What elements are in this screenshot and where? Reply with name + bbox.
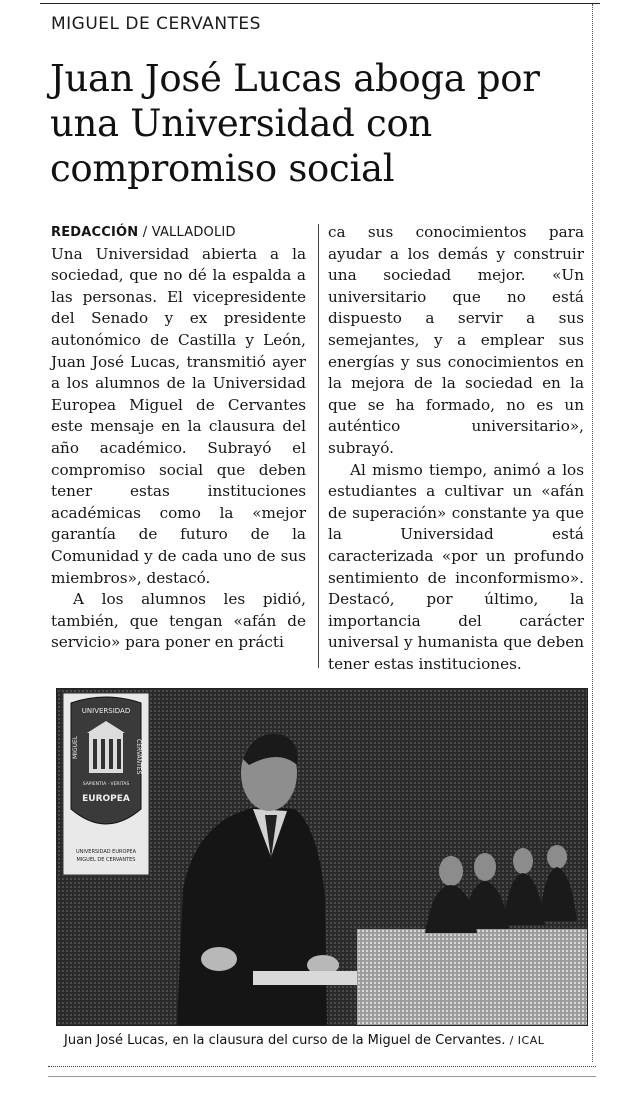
lectern-papers (253, 971, 373, 985)
byline (51, 222, 306, 244)
paragraph-2-end: ca sus conocimientos para ayudar a los demás y construir una sociedad mejor. «Un universitario que no está dispuesto a servir a sus semejantes, y a emplear sus energías y sus conocimientos en la mejora de la sociedad en la que se ha formado, no es un auténtico universitario», subrayó. (328, 223, 584, 457)
paragraph-1: Una Universidad abierta a la sociedad, que no dé la espalda a las personas. El vicepresidente del Senado y ex presidente autonómico de Castilla y León, Juan José Lucas, transmitió ayer a los alumnos de la Universidad Europea Miguel de Cervantes este mensaje en la clausura del año académico. Subrayó el compromiso social que deben tener estas instituciones académicas como la «mejor garantía de futuro de la Comunidad y de cada uno de sus miembros», destacó. (51, 244, 306, 587)
byline-location: VALLADOLID (151, 225, 236, 240)
photo-credit: / ICAL (509, 1034, 545, 1047)
university-banner (63, 693, 149, 875)
caption-text: Juan José Lucas, en la clausura del curso de la Miguel de Cervantes. (64, 1033, 506, 1048)
paragraph-2-start: A los alumnos les pidió, también, que tengan «afán de servicio» para poner en prácti (51, 590, 306, 652)
article-column-left (51, 222, 306, 654)
banner-line-2: MIGUEL (72, 735, 79, 759)
bottom-rule (48, 1066, 596, 1067)
photo-scene (57, 689, 587, 1025)
byline-author: REDACCIÓN (51, 225, 139, 240)
article-photo (56, 688, 588, 1026)
top-rule (40, 3, 600, 4)
photo-caption (64, 1033, 594, 1048)
article-column-right (328, 222, 584, 675)
banner-line-5: EUROPEA (82, 794, 130, 804)
banner-footer-1: UNIVERSIDAD EUROPEA (75, 849, 137, 855)
paragraph-3: Al mismo tiempo, animó a los estudiantes a cultivar un «afán de superación» constante ya que la Universidad está caracterizada «por un profundo sentimiento de inconformismo». Destacó, por último, la importancia del carácter universal y humanista que deben tener estas instituciones. (328, 460, 584, 673)
headline: Juan José Lucas aboga por una Universidad con compromiso social (50, 57, 540, 190)
banner-line-1: UNIVERSIDAD (81, 707, 131, 715)
section-label: MIGUEL DE CERVANTES (51, 14, 261, 34)
banner-footer-2: MIGUEL DE CERVANTES (76, 857, 136, 863)
byline-separator: / (142, 225, 148, 240)
bottom-rule-2 (48, 1076, 596, 1077)
banner-line-4: CERVANTES (135, 739, 142, 775)
banner-motto: SAPIENTIA · VERITAS (82, 782, 130, 787)
column-divider (318, 224, 319, 668)
